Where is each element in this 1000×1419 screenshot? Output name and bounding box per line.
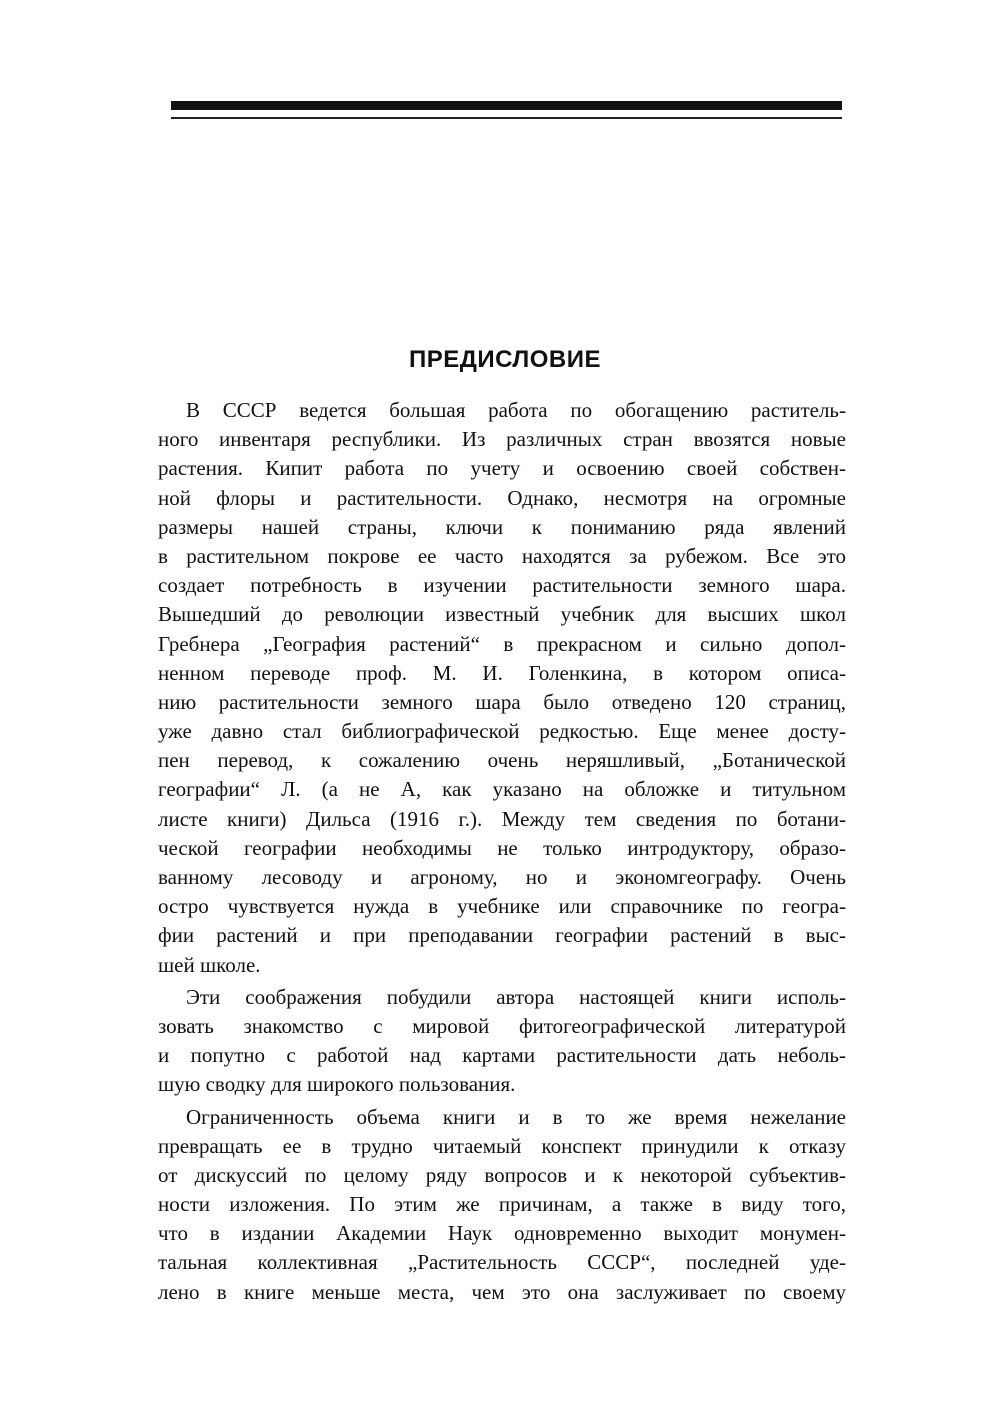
text-line: растения. Кипит работа по учету и освоению своей собствен- xyxy=(158,456,846,481)
text-line: Ограниченность объема книги и в то же время нежелание xyxy=(186,1104,846,1129)
text-line: лено в книге меньше места, чем это она заслуживает по своему xyxy=(158,1279,846,1304)
text-line: что в издании Академии Наук одновременно выходит монумен- xyxy=(158,1221,846,1246)
text-line: ности изложения. По этим же причинам, а также в виду того, xyxy=(158,1192,846,1217)
text-line: ванному лесоводу и агроному, но и экономгеографу. Очень xyxy=(158,865,846,889)
text-line: ной флоры и растительности. Однако, несмотря на огромные xyxy=(158,485,846,510)
text-line: Вышедший до революции известный учебник для высших школ xyxy=(158,602,846,627)
text-line: фии растений и при преподавании географии растений в выс- xyxy=(158,923,846,948)
text-line: создает потребность в изучении растительности земного шара. xyxy=(158,573,846,598)
text-line: Гребнера „География растений“ в прекрасном и сильно допол- xyxy=(158,631,846,656)
paragraph-1 xyxy=(158,396,846,980)
text-line: шей школе. xyxy=(158,952,261,977)
text-line: ного инвентаря республики. Из различных стран ввозятся новые xyxy=(158,427,846,452)
text-line: зовать знакомство с мировой фитогеографической литературой xyxy=(158,1013,846,1038)
text-line: географии“ Л. (а не А, как указано на обложке и титульном xyxy=(158,777,846,802)
page-title: ПРЕДИСЛОВИЕ xyxy=(409,346,601,373)
header-thin-rule xyxy=(171,117,842,119)
text-line: ненном переводе проф. М. И. Голенкина, в котором описа- xyxy=(158,660,846,685)
paragraph-2 xyxy=(158,983,846,1100)
text-line: пен перевод, к сожалению очень неряшливый, „Ботанической xyxy=(158,748,846,773)
body-text xyxy=(158,396,846,1307)
header-thick-rule xyxy=(171,101,842,110)
text-line: от дискуссий по целому ряду вопросов и к некоторой субъектив- xyxy=(158,1162,846,1187)
text-line: шую сводку для широкого пользования. xyxy=(158,1072,516,1097)
text-line: уже давно стал библиографической редкостью. Еще менее досту- xyxy=(158,719,846,744)
text-line: Эти соображения побудили автора настоящей книги исполь- xyxy=(186,984,846,1009)
text-line: тальная коллективная „Растительность СССР“, последней уде- xyxy=(158,1250,846,1275)
text-line: и попутно с работой над картами растительности дать неболь- xyxy=(158,1043,846,1068)
text-line: листе книги) Дильса (1916 г.). Между тем сведения по ботани- xyxy=(158,806,846,831)
text-line: превращать ее в трудно читаемый конспект принудили к отказу xyxy=(158,1133,846,1158)
text-line: размеры нашей страны, ключи к пониманию ряда явлений xyxy=(158,514,846,539)
paragraph-3 xyxy=(158,1103,846,1307)
text-line: в растительном покрове ее часто находятся за рубежом. Все это xyxy=(158,543,846,568)
text-line: остро чувствуется нужда в учебнике или справочнике по геогра- xyxy=(158,894,846,919)
text-line: ческой географии необходимы не только интродуктору, образо- xyxy=(158,835,846,860)
text-line: В СССР ведется большая работа по обогащению раститель- xyxy=(186,398,846,422)
text-line: нию растительности земного шара было отведено 120 страниц, xyxy=(158,689,846,714)
